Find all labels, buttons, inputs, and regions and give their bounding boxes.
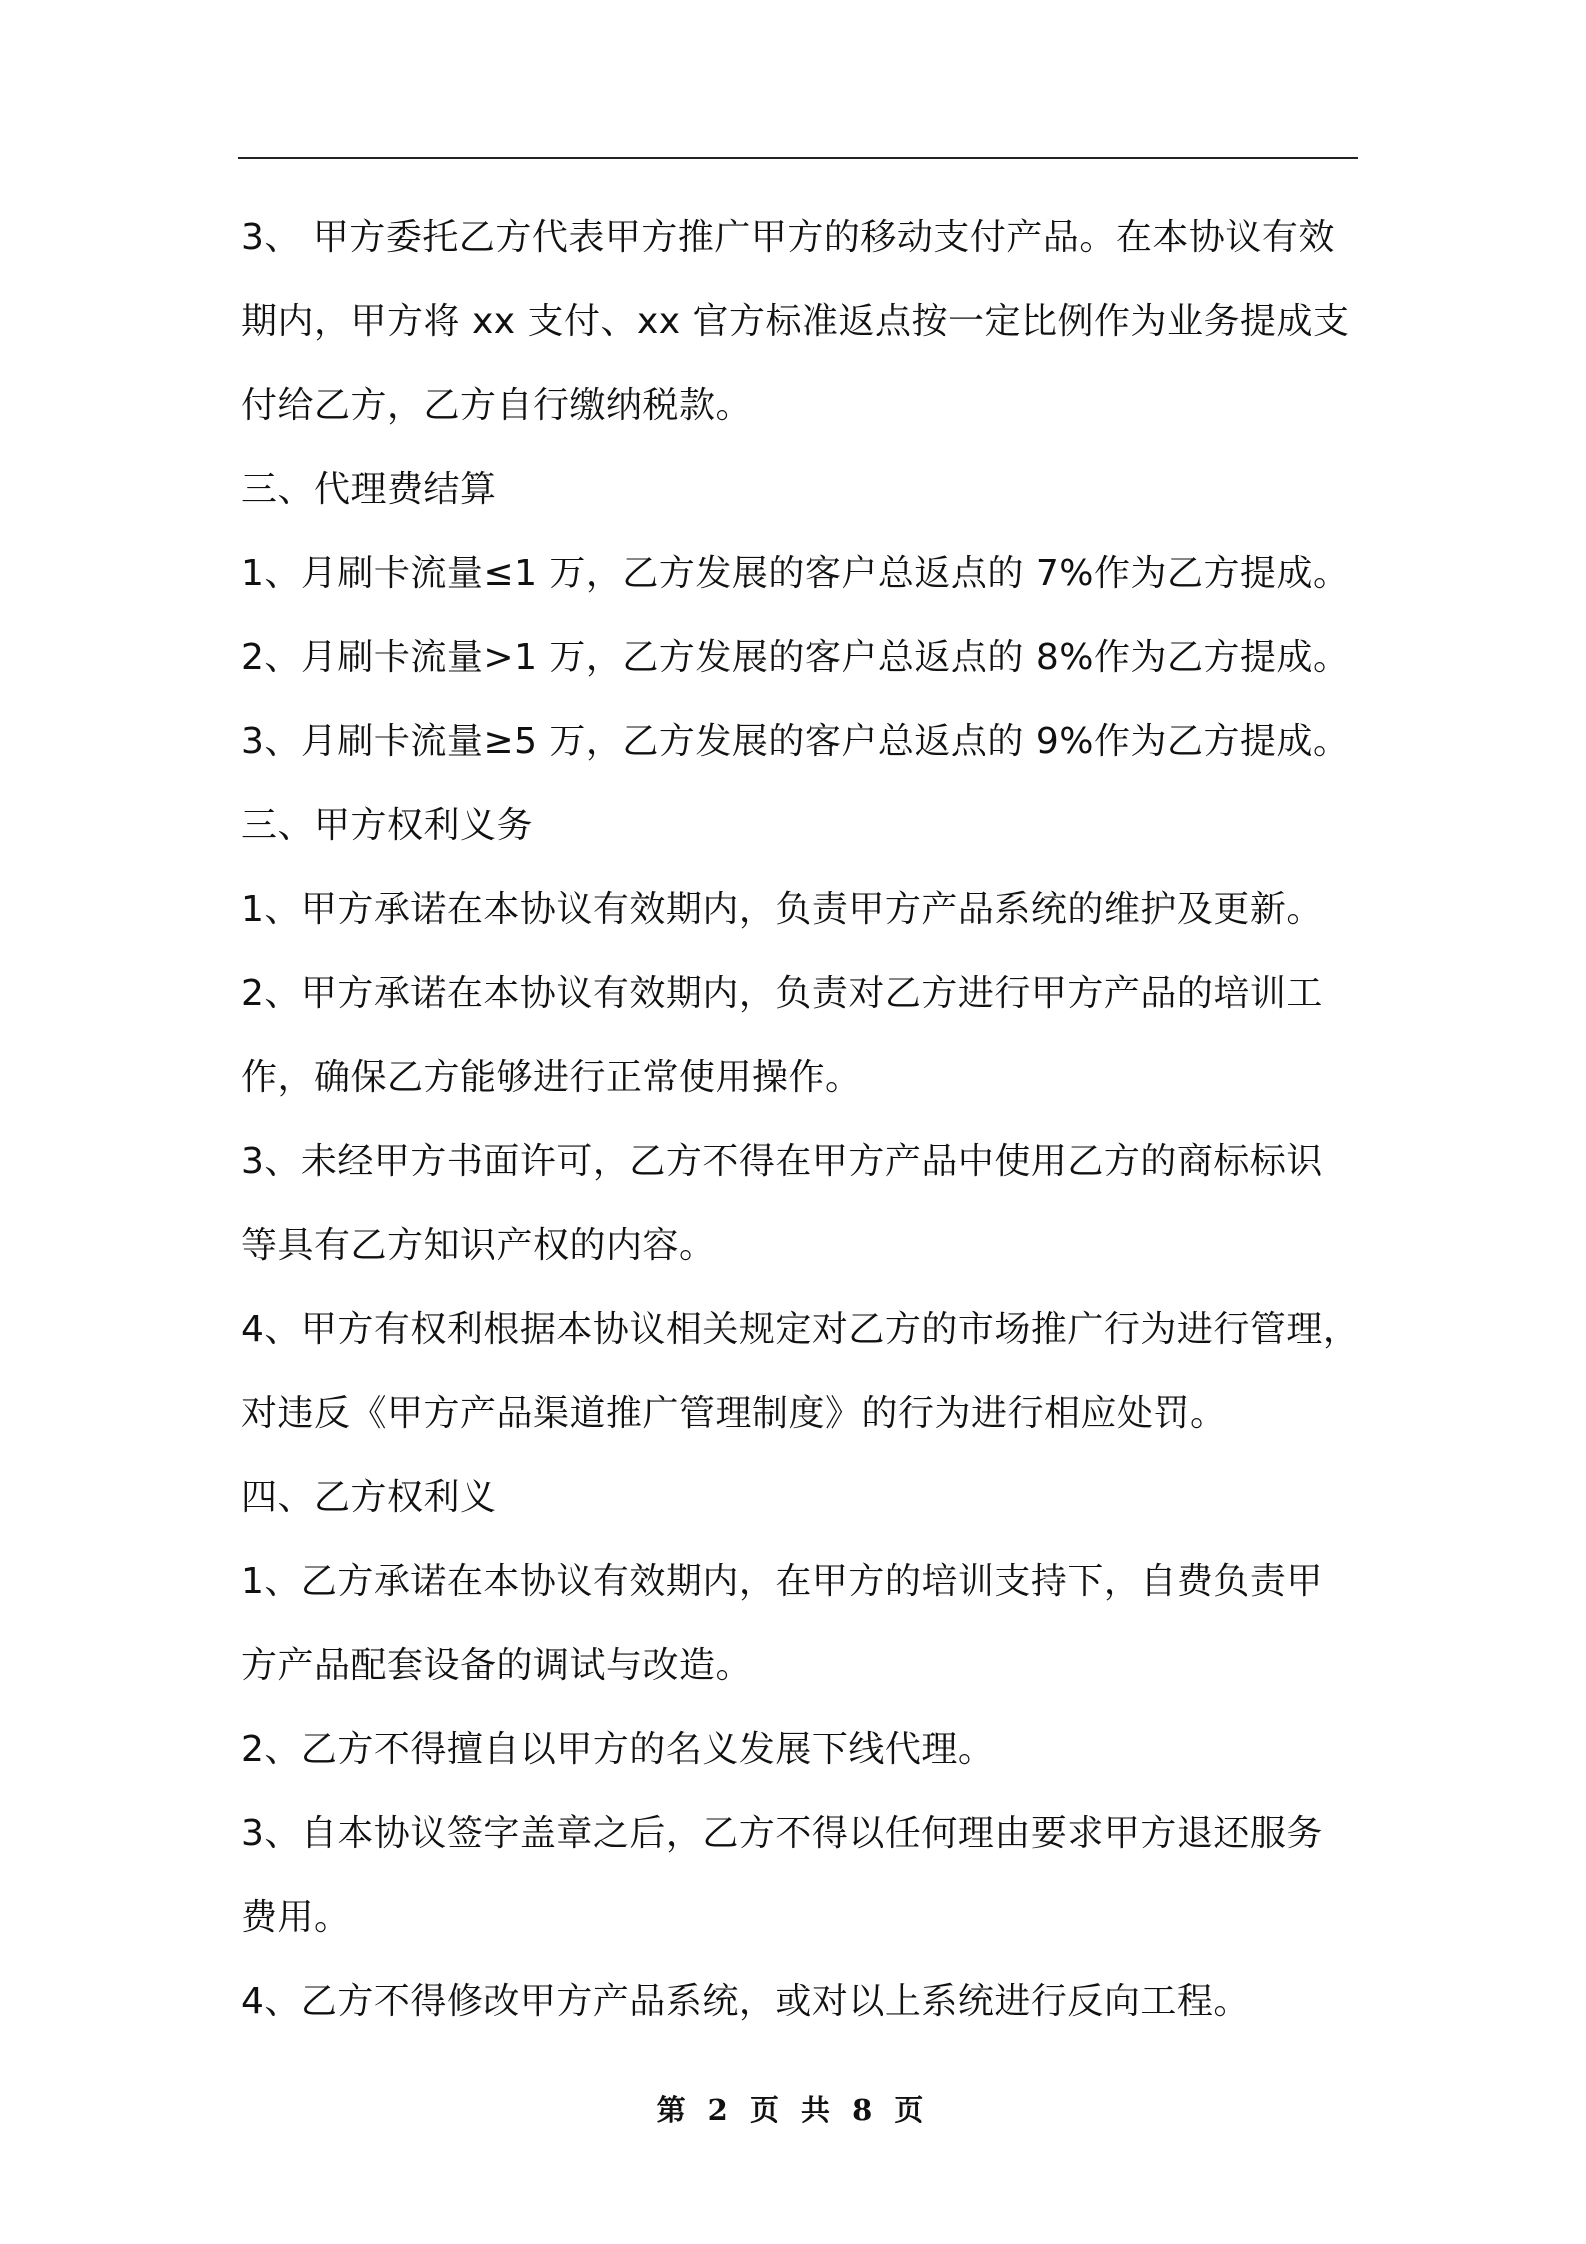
text-line: 3、月刷卡流量≥5 万，乙方发展的客户总返点的 9%作为乙方提成。 xyxy=(241,721,1350,762)
header-rule xyxy=(238,157,1358,159)
text-line: 付给乙方，乙方自行缴纳税款。 xyxy=(241,385,753,426)
text-line: 方产品配套设备的调试与改造。 xyxy=(241,1645,753,1686)
text-line: 2、月刷卡流量>1 万，乙方发展的客户总返点的 8%作为乙方提成。 xyxy=(241,637,1350,678)
page-footer: 第 2 页 共 8 页 xyxy=(656,2093,930,2127)
text-line: 1、甲方承诺在本协议有效期内，负责甲方产品系统的维护及更新。 xyxy=(241,889,1323,930)
text-line: 4、甲方有权利根据本协议相关规定对乙方的市场推广行为进行管理， xyxy=(241,1309,1360,1350)
text-line: 4、乙方不得修改甲方产品系统，或对以上系统进行反向工程。 xyxy=(241,1981,1250,2022)
text-line: 对违反《甲方产品渠道推广管理制度》的行为进行相应处罚。 xyxy=(241,1393,1227,1434)
text-line: 期内，甲方将 xx 支付、xx 官方标准返点按一定比例作为业务提成支 xyxy=(241,301,1350,342)
section-heading: 三、甲方权利义务 xyxy=(241,805,534,846)
section-heading: 三、代理费结算 xyxy=(241,469,497,510)
document-body xyxy=(241,196,1381,2044)
text-line: 2、乙方不得擅自以甲方的名义发展下线代理。 xyxy=(241,1729,995,1770)
text-line: 1、乙方承诺在本协议有效期内，在甲方的培训支持下，自费负责甲 xyxy=(241,1561,1323,1602)
text-line: 1、月刷卡流量≤1 万，乙方发展的客户总返点的 7%作为乙方提成。 xyxy=(241,553,1350,594)
text-line: 作，确保乙方能够进行正常使用操作。 xyxy=(241,1057,862,1098)
text-line: 3、自本协议签字盖章之后，乙方不得以任何理由要求甲方退还服务 xyxy=(241,1813,1323,1854)
text-line: 费用。 xyxy=(241,1897,351,1938)
text-line: 2、甲方承诺在本协议有效期内，负责对乙方进行甲方产品的培训工 xyxy=(241,973,1323,1014)
text-line: 等具有乙方知识产权的内容。 xyxy=(241,1225,716,1266)
text-line: 3、未经甲方书面许可，乙方不得在甲方产品中使用乙方的商标标识 xyxy=(241,1141,1323,1182)
section-heading: 四、乙方权利义 xyxy=(241,1477,497,1518)
text-line: 3、 甲方委托乙方代表甲方推广甲方的移动支付产品。在本协议有效 xyxy=(241,217,1335,258)
